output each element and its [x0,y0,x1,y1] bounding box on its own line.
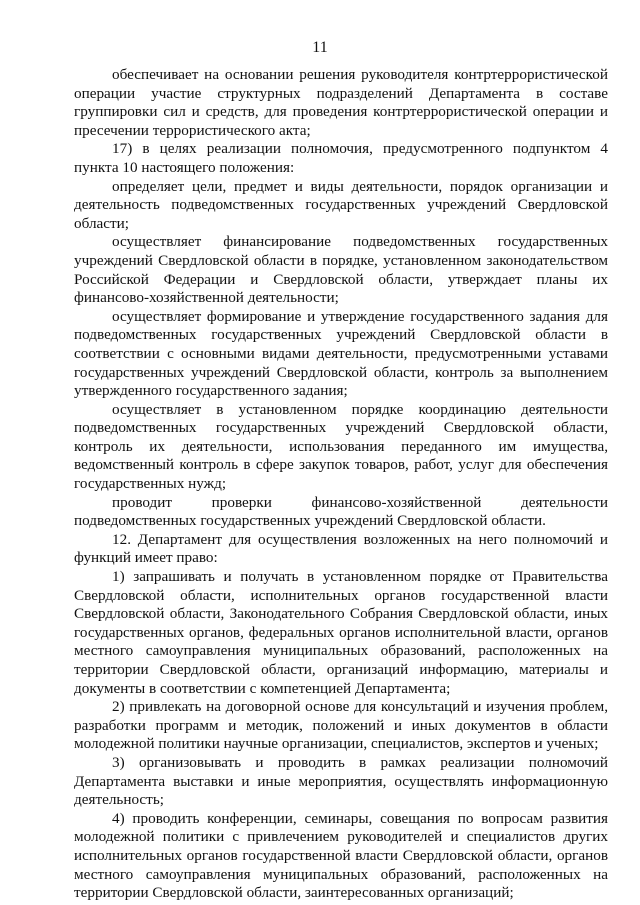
paragraph-right-1: 1) запрашивать и получать в установленном порядке от Правительства Свердловской области, исполнительных органов государственной власти Свердловской области, Законодательного Собрания Свердловской области, иных государственных органов, федеральных органов исполнительной власти, органов местного самоуправления муниципальных образований, расположенных на территории Свердловской области, организаций информацию, материалы и документы в соответствии с компетенцией Департамента; [74,568,608,697]
document-body [74,66,608,903]
paragraph-right-3: 3) организовывать и проводить в рамках реализации полномочий Департамента выставки и иные мероприятия, осуществлять информационную деятельность; [74,753,608,809]
paragraph-item-12: 12. Департамент для осуществления возложенных на него полномочий и функций имеет право: [74,530,608,567]
paragraph-ctop-participation: обеспечивает на основании решения руководителя контртеррористической операции участие структурных подразделений Департамента в составе группировки сил и средств, для проведения контртеррористической операции и пресечении террористического акта; [74,66,608,139]
paragraph-audits: проводит проверки финансово-хозяйственной деятельности подведомственных государственных учреждений Свердловской области. [74,493,608,530]
page-number: 11 [312,39,328,56]
paragraph-state-assignment: осуществляет формирование и утверждение государственного задания для подведомственных государственных учреждений Свердловской области в соответствии с основными видами деятельности, предусмотренными уставами государственных учреждений Свердловской области, контроль за выполнением утвержденного государственного задания; [74,307,608,400]
paragraph-financing: осуществляет финансирование подведомственных государственных учреждений Свердловской области в порядке, установленном законодательством Российской Федерации и Свердловской области, утверждает планы их финансово-хозяйственной деятельности; [74,233,608,307]
paragraph-right-4: 4) проводить конференции, семинары, совещания по вопросам развития молодежной политики с привлечением руководителей и специалистов других исполнительных органов государственной власти Свердловской области, органов местного самоуправления муниципальных образований, расположенных на территории Свердловской области, заинтересованных организаций; [74,809,608,902]
paragraph-item-17: 17) в целях реализации полномочия, предусмотренного подпунктом 4 пункта 10 настоящего положения: [74,140,608,176]
paragraph-right-2: 2) привлекать на договорной основе для консультаций и изучения проблем, разработки программ и методик, положений и иных документов в области молодежной политики научные организации, специалистов, экспертов и ученых; [74,698,608,753]
paragraph-coordination: осуществляет в установленном порядке координацию деятельности подведомственных государственных учреждений Свердловской области, контроль их деятельности, использования переданного им имущества, ведомственный контроль в сфере закупок товаров, работ, услуг для обеспечения государственных нужд; [74,400,608,493]
paragraph-defines-goals: определяет цели, предмет и виды деятельности, порядок организации и деятельность подведомственных государственных учреждений Свердловской области; [74,177,608,232]
